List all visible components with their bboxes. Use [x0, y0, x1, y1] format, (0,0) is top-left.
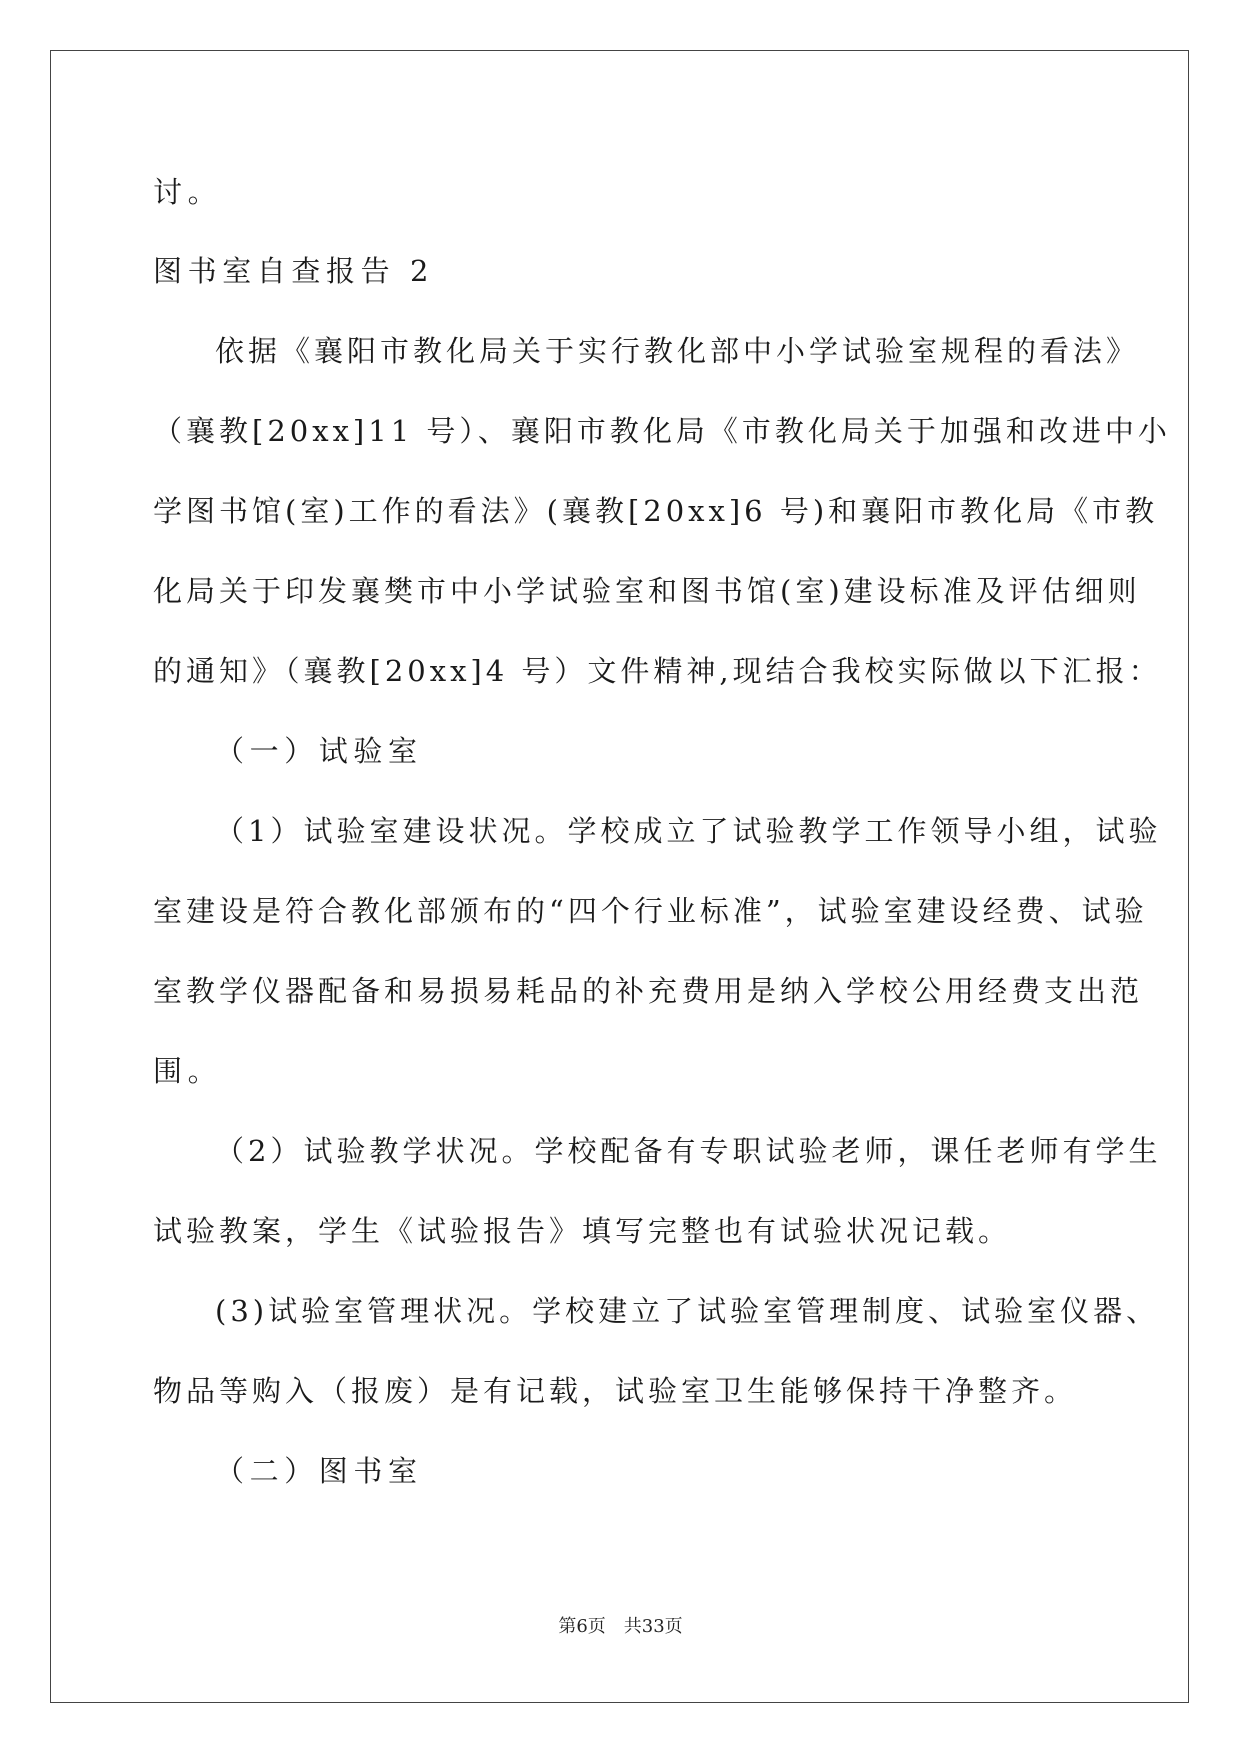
- text-line: （2）试验教学状况。学校配备有专职试验老师，课任老师有学生: [215, 1134, 1162, 1168]
- total-pages: 33: [641, 1616, 665, 1637]
- text-line: 的通知》（襄教[20xx]4 号）文件精神,现结合我校实际做以下汇报：: [153, 654, 1162, 688]
- text-line: 室建设是符合教化部颁布的“四个行业标准”，试验室建设经费、试验: [153, 894, 1148, 928]
- subsection-heading: （二）图书室: [215, 1454, 423, 1488]
- section-heading: 图书室自查报告 2: [153, 254, 435, 288]
- text-line: 室教学仪器配备和易损易耗品的补充费用是纳入学校公用经费支出范: [153, 974, 1144, 1008]
- text-line: 试验教案，学生《试验报告》填写完整也有试验状况记载。: [153, 1214, 1012, 1248]
- text-line: 物品等购入（报废）是有记载，试验室卫生能够保持干净整齐。: [153, 1374, 1078, 1408]
- page-footer: [0, 1615, 1241, 1639]
- subsection-heading: （一）试验室: [215, 734, 423, 768]
- text-line: 化局关于印发襄樊市中小学试验室和图书馆(室)建设标准及评估细则: [153, 574, 1141, 608]
- text-line: （1）试验室建设状况。学校成立了试验教学工作领导小组，试验: [215, 814, 1162, 848]
- page-number: 6: [576, 1616, 588, 1637]
- text-line: 学图书馆(室)工作的看法》(襄教[20xx]6 号)和襄阳市教化局《市教: [153, 494, 1159, 528]
- footer-prefix: 第: [558, 1616, 577, 1637]
- text-line: (3)试验室管理状况。学校建立了试验室管理制度、试验室仪器、: [215, 1294, 1160, 1328]
- footer-mid: 页 共: [587, 1616, 642, 1637]
- text-line: 依据《襄阳市教化局关于实行教化部中小学试验室规程的看法》: [215, 334, 1140, 368]
- footer-suffix: 页: [664, 1616, 683, 1637]
- text-line: 围。: [153, 1054, 223, 1088]
- text-line: （襄教[20xx]11 号）、襄阳市教化局《市教化局关于加强和改进中小: [153, 414, 1171, 448]
- text-line: 讨。: [153, 175, 223, 209]
